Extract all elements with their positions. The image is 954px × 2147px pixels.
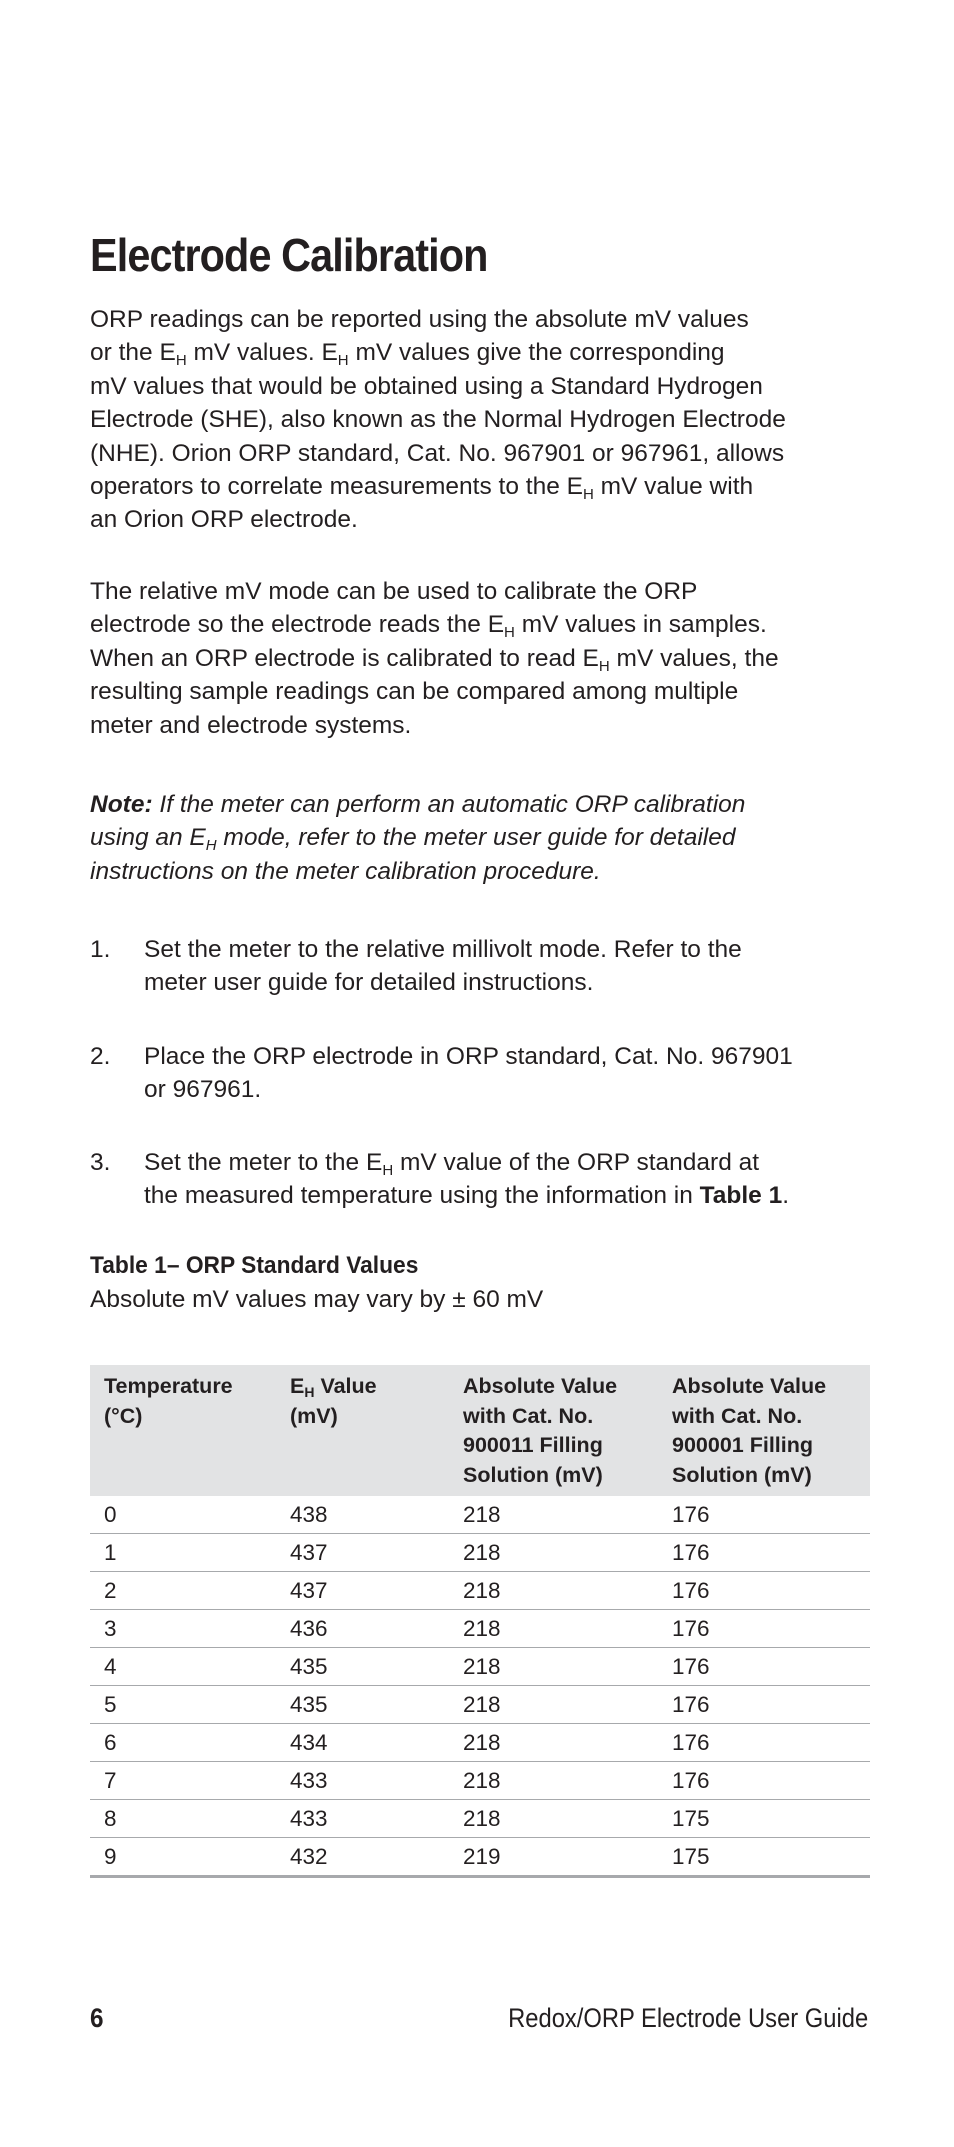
cell-absolute-900011: 218 — [463, 1730, 501, 1755]
cell-absolute-900001: 176 — [672, 1730, 710, 1755]
table-row — [90, 1572, 870, 1610]
cell-absolute-900011: 218 — [463, 1540, 501, 1565]
note-label: Note: — [90, 791, 153, 818]
table-row — [90, 1648, 870, 1686]
cell-absolute-900001: 175 — [672, 1844, 710, 1869]
cell-absolute-900001: 176 — [672, 1768, 710, 1793]
cell-temperature: 0 — [104, 1502, 117, 1527]
cell-eh-value: 433 — [290, 1768, 328, 1793]
cell-temperature: 8 — [104, 1806, 117, 1831]
cell-temperature: 4 — [104, 1654, 117, 1679]
cell-absolute-900011: 218 — [463, 1654, 501, 1679]
cell-absolute-900011: 218 — [463, 1502, 501, 1527]
cell-temperature: 6 — [104, 1730, 117, 1755]
header-absolute-900011: Absolute Value with Cat. No. 900011 Filling Solution (mV) — [463, 1374, 618, 1487]
cell-absolute-900001: 176 — [672, 1578, 710, 1603]
cell-absolute-900001: 175 — [672, 1806, 710, 1831]
cell-absolute-900011: 219 — [463, 1844, 501, 1869]
step-text: Set the meter to the $E_H$ mV value of the ORP standard at the measured temperature using the information in Table 1. — [144, 1149, 790, 1210]
text-line: electrode so the electrode reads the $E_H$ mV values in samples. — [90, 611, 767, 642]
cell-absolute-900011: 218 — [463, 1616, 501, 1641]
cell-absolute-900001: 176 — [672, 1540, 710, 1565]
cell-absolute-900001: 176 — [672, 1692, 710, 1717]
cell-eh-value: 432 — [290, 1844, 328, 1869]
table-row — [90, 1800, 870, 1838]
text-line: an Orion ORP electrode. — [90, 506, 358, 534]
table-row — [90, 1686, 870, 1724]
step-text: Place the ORP electrode in ORP standard, Cat. No. 967901 or 967961. — [144, 1043, 793, 1104]
table-reference: Table 1 — [699, 1182, 783, 1210]
text-line: meter and electrode systems. — [90, 711, 412, 739]
footer-guide-title: Redox/ORP Electrode User Guide — [507, 2003, 868, 2033]
text-line: ORP readings can be reported using the absolute mV values — [90, 306, 749, 333]
page-number: 6 — [90, 2003, 104, 2033]
note-paragraph — [90, 788, 880, 888]
cell-temperature: 9 — [104, 1844, 117, 1869]
relative-mv-paragraph — [90, 575, 880, 742]
step-number: 2. — [90, 1043, 111, 1070]
text-line: resulting sample readings can be compared among multiple — [90, 678, 739, 706]
table-subtitle: Absolute mV values may vary by ± 60 mV — [90, 1286, 544, 1313]
cell-eh-value: 434 — [290, 1730, 328, 1755]
header-temperature: Temperature (°C) — [104, 1374, 233, 1428]
table-row — [90, 1724, 870, 1762]
table-header — [90, 1365, 870, 1496]
table-row — [90, 1762, 870, 1800]
cell-eh-value: 435 — [290, 1692, 328, 1717]
text-line: or the $E_H$ mV values. $E_H$ mV values give the corresponding — [90, 339, 725, 370]
cell-absolute-900001: 176 — [672, 1616, 710, 1641]
text-line: Note: If the meter can perform an automatic ORP calibration — [90, 791, 746, 818]
table-title: Table 1– ORP Standard Values — [90, 1252, 419, 1279]
step-number: 3. — [90, 1149, 111, 1176]
cell-eh-value: 437 — [290, 1540, 328, 1565]
table-row — [90, 1534, 870, 1572]
cell-absolute-900011: 218 — [463, 1768, 501, 1793]
text-line: When an ORP electrode is calibrated to read $E_H$ mV values, the — [90, 644, 779, 675]
cell-eh-value: 433 — [290, 1806, 328, 1831]
text-line: using an $E_H$ mode, refer to the meter user guide for detailed — [90, 824, 736, 855]
intro-paragraph — [90, 303, 880, 537]
table-row — [90, 1610, 870, 1648]
header-absolute-900001: Absolute Value with Cat. No. 900001 Filling Solution (mV) — [672, 1374, 827, 1487]
text-line: Electrode (SHE), also known as the Normal Hydrogen Electrode — [90, 406, 786, 434]
cell-absolute-900001: 176 — [672, 1502, 710, 1527]
cell-temperature: 2 — [104, 1578, 117, 1603]
cell-absolute-900001: 176 — [672, 1654, 710, 1679]
cell-temperature: 3 — [104, 1616, 117, 1641]
header-eh-value: $E_H$ Value (mV) — [290, 1374, 377, 1428]
text-line: mV values that would be obtained using a Standard Hydrogen — [90, 372, 763, 400]
step-number: 1. — [90, 936, 111, 963]
cell-temperature: 1 — [104, 1540, 117, 1565]
table-row — [90, 1496, 870, 1534]
cell-temperature: 7 — [104, 1768, 117, 1793]
cell-eh-value: 438 — [290, 1502, 328, 1527]
text-line: operators to correlate measurements to the $E_H$ mV value with — [90, 473, 754, 504]
cell-absolute-900011: 218 — [463, 1806, 501, 1831]
cell-eh-value: 437 — [290, 1578, 328, 1603]
cell-eh-value: 435 — [290, 1654, 328, 1679]
orp-standard-table — [90, 1365, 870, 1878]
table-row — [90, 1838, 870, 1878]
step-text: Set the meter to the relative millivolt mode. Refer to the meter user guide for detailed instructions. — [144, 936, 742, 997]
text-line: (NHE). Orion ORP standard, Cat. No. 967901 or 967961, allows — [90, 439, 785, 467]
text-line: instructions on the meter calibration procedure. — [90, 857, 601, 885]
cell-absolute-900011: 218 — [463, 1578, 501, 1603]
cell-eh-value: 436 — [290, 1616, 328, 1641]
page-title: Electrode Calibration — [90, 229, 488, 281]
cell-temperature: 5 — [104, 1692, 117, 1717]
cell-absolute-900011: 218 — [463, 1692, 501, 1717]
text-line: The relative mV mode can be used to calibrate the ORP — [90, 578, 698, 605]
